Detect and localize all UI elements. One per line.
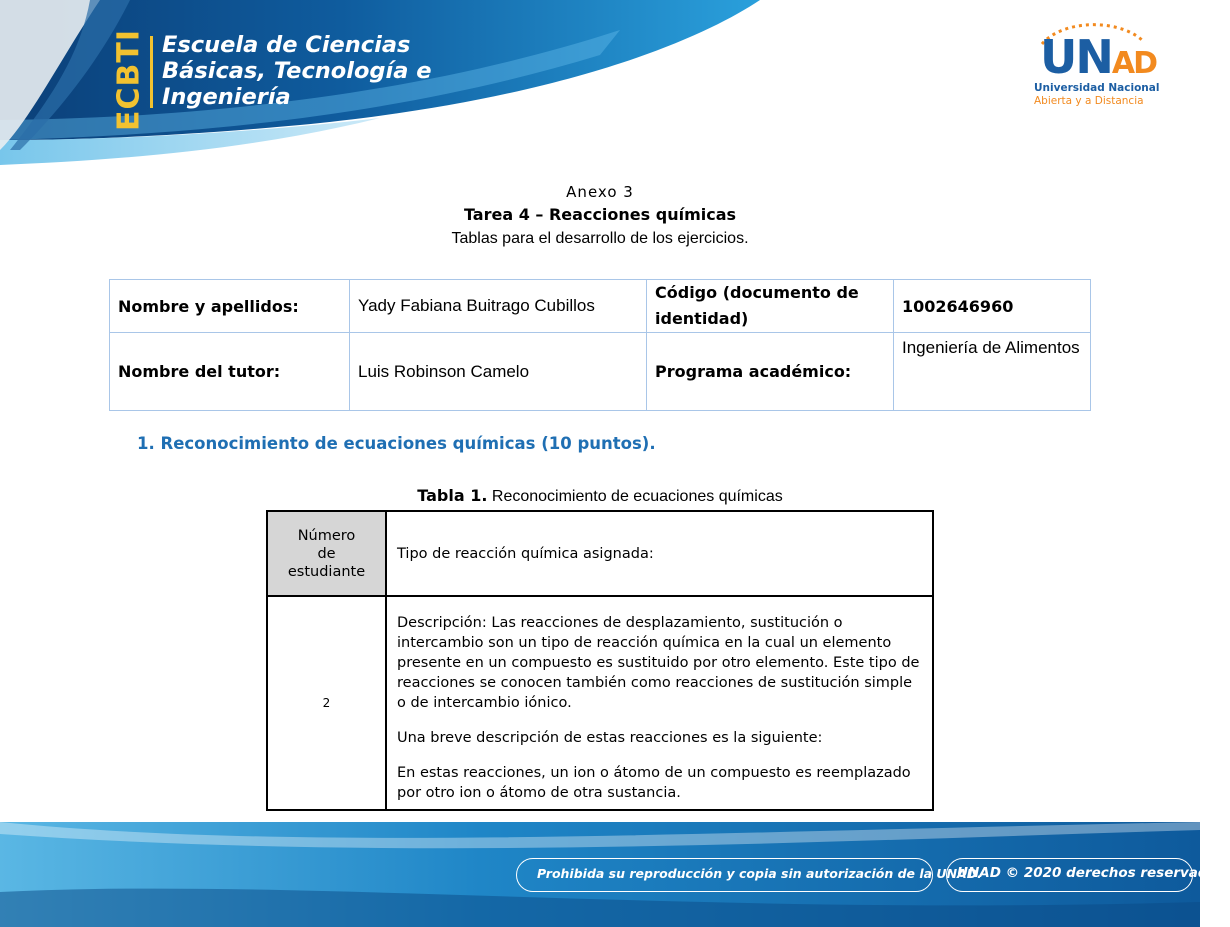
tutor-value: Luis Robinson Camelo	[350, 333, 647, 411]
reaction-description	[386, 596, 933, 810]
table-row	[110, 333, 1091, 411]
table-caption-number: Tabla 1.	[417, 486, 488, 505]
student-number-value: 2	[267, 596, 386, 810]
task-subtitle: Tablas para el desarrollo de los ejercicios.	[451, 230, 749, 247]
description-paragraph: Una breve descripción de estas reacciones es la siguiente:	[397, 730, 823, 746]
student-info-table	[109, 279, 1091, 411]
annex-label: Anexo 3	[566, 183, 634, 201]
reaction-table	[266, 510, 934, 811]
description-paragraph: En estas reacciones, un ion o átomo de un compuesto es reemplazado por otro ion o átomo de otra sustancia.	[397, 765, 911, 801]
program-value: Ingeniería de Alimentos	[894, 333, 1091, 411]
school-name-line2: Básicas, Tecnología e	[162, 58, 432, 84]
reaction-type-header: Tipo de reacción química asignada:	[386, 511, 933, 596]
description-paragraph: Descripción: Las reacciones de desplazamiento, sustitución o intercambio son un tipo de reacción química en la cual un elemento presente en un compuesto es sustituido por otro elemento. Este tipo de reacciones se conocen también como reacciones de sustitución simple o de intercambio iónico.	[397, 615, 920, 711]
tutor-label: Nombre del tutor:	[110, 333, 350, 411]
table-caption	[0, 486, 1200, 506]
task-title: Tarea 4 – Reacciones químicas	[463, 205, 737, 224]
footer-notice: Prohibida su reproducción y copia sin autorización de la UNAD.	[537, 866, 982, 881]
code-value: 1002646960	[894, 280, 1091, 333]
unad-logo-word: UNAD	[1040, 30, 1156, 84]
table-row	[110, 280, 1091, 333]
school-name-line3: Ingeniería	[162, 84, 291, 110]
school-name	[162, 32, 432, 110]
ecbti-divider	[150, 36, 153, 108]
student-number-header	[267, 511, 386, 596]
footer-copyright: UNAD © 2020 derechos reservados.	[957, 865, 1230, 881]
name-label: Nombre y apellidos:	[110, 280, 350, 333]
program-label: Programa académico:	[647, 333, 894, 411]
ecbti-vertical-label: ECBTI	[111, 28, 147, 132]
school-name-line1: Escuela de Ciencias	[162, 32, 411, 58]
code-label: Código (documento de identidad)	[647, 280, 894, 333]
student-number-header-line: de	[317, 545, 336, 562]
table-row	[267, 511, 933, 596]
table-caption-text: Reconocimiento de ecuaciones químicas	[487, 488, 783, 505]
student-number-header-line: Número	[297, 527, 356, 544]
header-banner	[0, 0, 1200, 175]
student-number-header-line: estudiante	[287, 563, 366, 580]
section-heading: 1. Reconocimiento de ecuaciones químicas (10 puntos).	[137, 434, 656, 453]
unad-logo	[1032, 22, 1162, 122]
unad-logo-subtitle-2: Abierta y a Distancia	[1034, 95, 1144, 107]
unad-logo-subtitle: Universidad Nacional	[1034, 82, 1160, 94]
table-row	[267, 596, 933, 810]
name-value: Yady Fabiana Buitrago Cubillos	[350, 280, 647, 333]
